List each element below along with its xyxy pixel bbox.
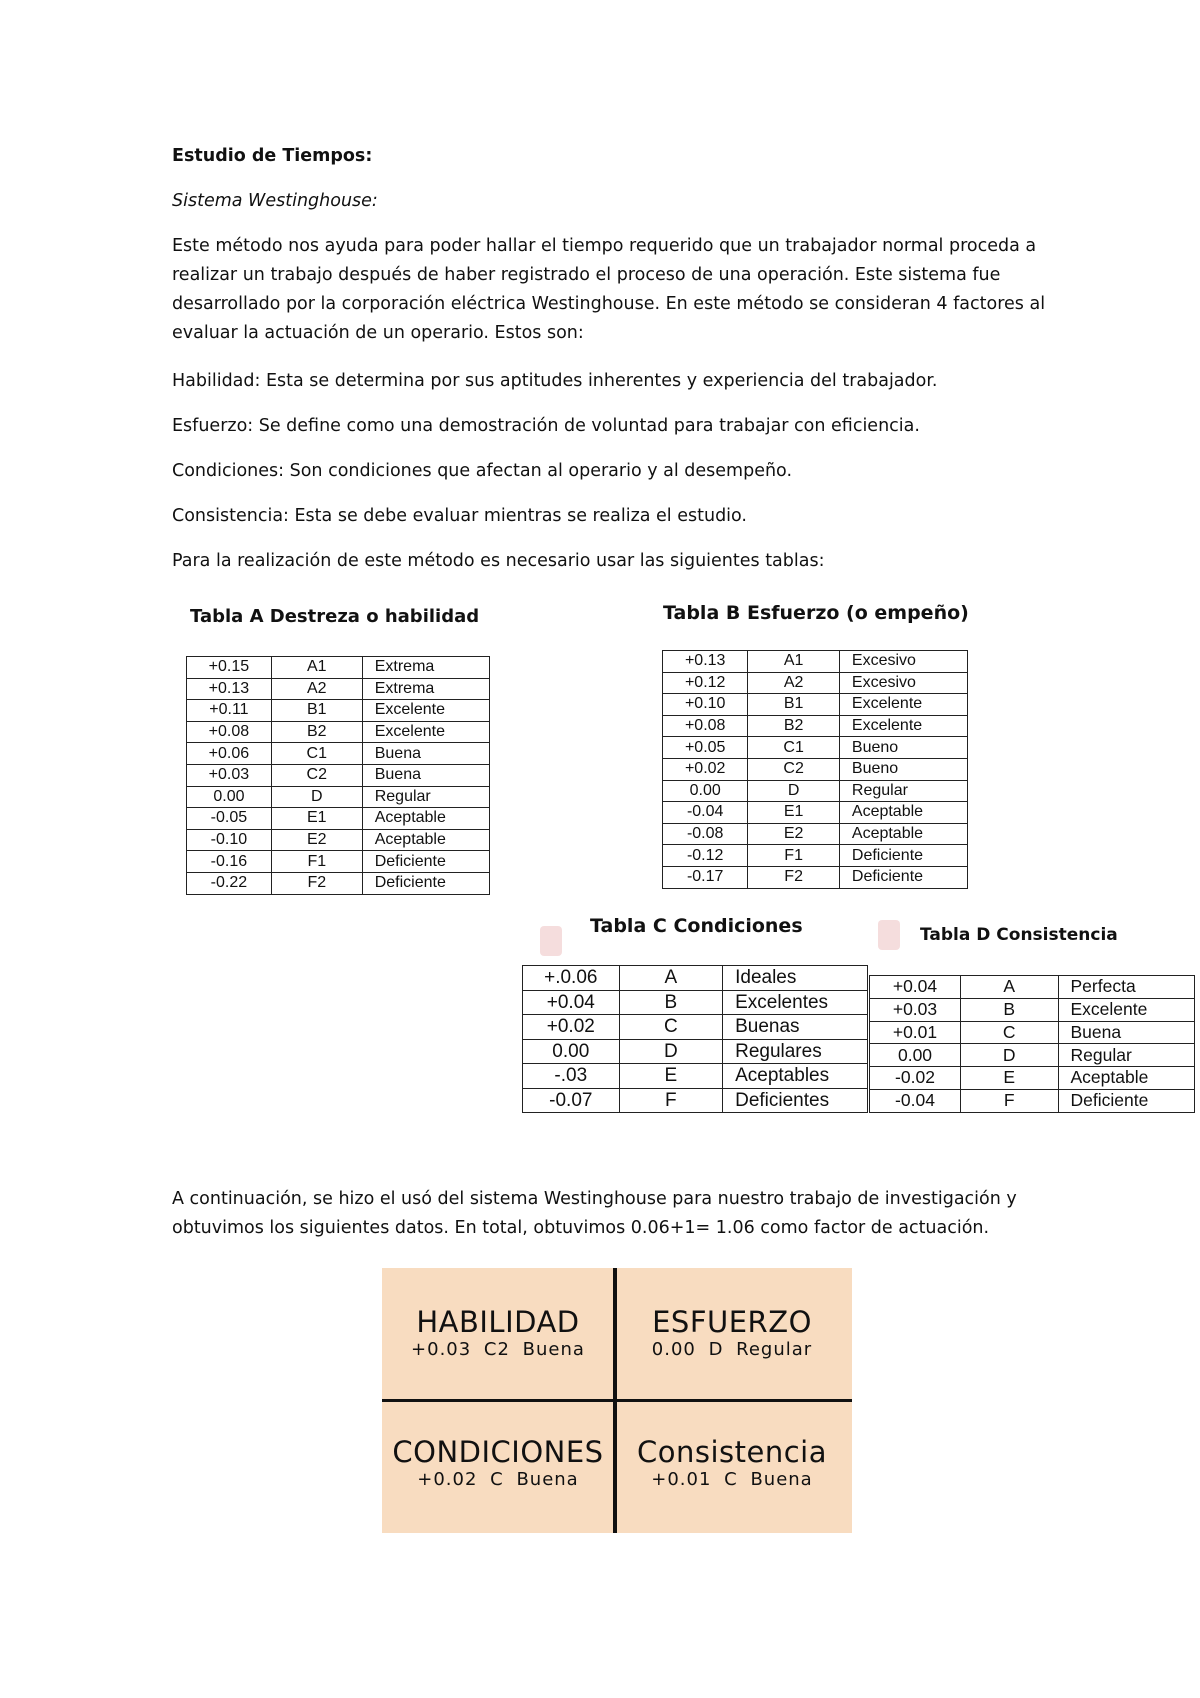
table-d-row bbox=[870, 1021, 1195, 1044]
rating-label: Excesivo bbox=[839, 651, 967, 673]
intro-paragraph: Este método nos ayuda para poder hallar el tiempo requerido que un trabajador normal proceda a realizar un trabajo después de haber registrado el proceso de una operación. Este sistema fue desarrollado por la corporación eléctrica Westinghouse. En este método se consideran 4 factores al evaluar la actuación de un operario. Estos son: bbox=[172, 236, 1046, 343]
rating-code: B2 bbox=[748, 715, 840, 737]
rating-code: D bbox=[271, 786, 362, 808]
rating-label: Ideales bbox=[723, 966, 868, 991]
rating-code: C2 bbox=[271, 764, 362, 786]
rating-code: C2 bbox=[748, 758, 840, 780]
factor-consistencia: Consistencia: Esta se debe evaluar mientras se realiza el estudio. bbox=[172, 506, 747, 526]
rating-label: Deficiente bbox=[362, 872, 489, 894]
table-b-caption: Tabla B Esfuerzo (o empeño) bbox=[663, 602, 969, 624]
rating-code: D bbox=[748, 780, 840, 802]
table-b-row bbox=[663, 758, 968, 780]
table-a-row bbox=[187, 721, 490, 743]
rating-value: +0.08 bbox=[663, 715, 748, 737]
rating-code: F2 bbox=[748, 866, 840, 888]
rating-code: C bbox=[961, 1021, 1059, 1044]
table-d-row bbox=[870, 1044, 1195, 1067]
summary-habilidad-label: HABILIDAD bbox=[416, 1305, 580, 1339]
rating-code: C1 bbox=[748, 737, 840, 759]
rating-value: -0.07 bbox=[523, 1088, 620, 1113]
rating-label: Aceptable bbox=[839, 802, 967, 824]
rating-value: -.03 bbox=[523, 1064, 620, 1089]
rating-label: Buena bbox=[362, 764, 489, 786]
rating-code: B2 bbox=[271, 721, 362, 743]
faded-logo-icon bbox=[878, 920, 900, 950]
rating-code: A bbox=[961, 976, 1059, 999]
rating-value: 0.00 bbox=[663, 780, 748, 802]
rating-label: Regular bbox=[839, 780, 967, 802]
tables-intro: Para la realización de este método es necesario usar las siguientes tablas: bbox=[172, 551, 825, 571]
faded-logo-icon bbox=[540, 926, 562, 956]
table-d bbox=[869, 975, 1195, 1113]
rating-value: +.0.06 bbox=[523, 966, 620, 991]
rating-value: 0.00 bbox=[187, 786, 272, 808]
table-d-row bbox=[870, 1089, 1195, 1112]
rating-label: Buena bbox=[1058, 1021, 1195, 1044]
rating-code: C bbox=[619, 1015, 723, 1040]
rating-value: +0.02 bbox=[663, 758, 748, 780]
rating-value: +0.06 bbox=[187, 743, 272, 765]
rating-value: +0.08 bbox=[187, 721, 272, 743]
rating-label: Aceptable bbox=[362, 829, 489, 851]
rating-value: -0.04 bbox=[870, 1089, 961, 1112]
rating-code: B1 bbox=[271, 700, 362, 722]
rating-value: -0.17 bbox=[663, 866, 748, 888]
rating-label: Bueno bbox=[839, 758, 967, 780]
table-a-row bbox=[187, 808, 490, 830]
table-c bbox=[522, 965, 868, 1113]
rating-value: -0.16 bbox=[187, 851, 272, 873]
rating-label: Aceptable bbox=[1058, 1067, 1195, 1090]
rating-code: F1 bbox=[748, 845, 840, 867]
rating-label: Excelente bbox=[362, 721, 489, 743]
rating-label: Regulares bbox=[723, 1039, 868, 1064]
rating-value: +0.11 bbox=[187, 700, 272, 722]
table-b-row bbox=[663, 672, 968, 694]
table-a-row bbox=[187, 872, 490, 894]
table-c-row bbox=[523, 1015, 868, 1040]
rating-value: 0.00 bbox=[523, 1039, 620, 1064]
rating-value: -0.22 bbox=[187, 872, 272, 894]
rating-code: F1 bbox=[271, 851, 362, 873]
rating-code: A2 bbox=[748, 672, 840, 694]
table-c-caption: Tabla C Condiciones bbox=[590, 915, 803, 937]
rating-label: Excelente bbox=[839, 715, 967, 737]
rating-code: F2 bbox=[271, 872, 362, 894]
rating-code: E2 bbox=[748, 823, 840, 845]
table-c-row bbox=[523, 1039, 868, 1064]
summary-consistencia bbox=[618, 1435, 846, 1491]
rating-value: +0.03 bbox=[187, 764, 272, 786]
rating-value: -0.04 bbox=[663, 802, 748, 824]
rating-code: A2 bbox=[271, 678, 362, 700]
summary-habilidad-value: +0.03 C2 Buena bbox=[411, 1339, 585, 1360]
factor-esfuerzo: Esfuerzo: Se define como una demostración de voluntad para trabajar con eficiencia. bbox=[172, 416, 920, 436]
rating-value: -0.08 bbox=[663, 823, 748, 845]
rating-value: -0.02 bbox=[870, 1067, 961, 1090]
rating-code: E bbox=[619, 1064, 723, 1089]
rating-label: Regular bbox=[1058, 1044, 1195, 1067]
summary-esfuerzo-value: 0.00 D Regular bbox=[651, 1339, 813, 1360]
rating-code: E2 bbox=[271, 829, 362, 851]
table-a-row bbox=[187, 851, 490, 873]
table-c-row bbox=[523, 966, 868, 991]
rating-value: -0.05 bbox=[187, 808, 272, 830]
table-b bbox=[662, 650, 968, 889]
rating-label: Aceptable bbox=[362, 808, 489, 830]
rating-value: +0.10 bbox=[663, 694, 748, 716]
table-c-row bbox=[523, 990, 868, 1015]
rating-label: Excelentes bbox=[723, 990, 868, 1015]
factor-habilidad: Habilidad: Esta se determina por sus aptitudes inherentes y experiencia del trabajador. bbox=[172, 371, 938, 391]
rating-value: +0.05 bbox=[663, 737, 748, 759]
rating-label: Deficiente bbox=[839, 866, 967, 888]
rating-label: Extrema bbox=[362, 657, 489, 679]
rating-value: +0.13 bbox=[187, 678, 272, 700]
rating-code: E1 bbox=[271, 808, 362, 830]
conclusion-paragraph: A continuación, se hizo el usó del sistema Westinghouse para nuestro trabajo de investigación y obtuvimos los siguientes datos. En total, obtuvimos 0.06+1= 1.06 como factor de actuación. bbox=[172, 1189, 1017, 1238]
summary-esfuerzo bbox=[618, 1305, 846, 1361]
summary-consistencia-value: +0.01 C Buena bbox=[651, 1469, 813, 1490]
rating-code: A1 bbox=[271, 657, 362, 679]
table-d-row bbox=[870, 998, 1195, 1021]
rating-label: Deficientes bbox=[723, 1088, 868, 1113]
rating-value: +0.15 bbox=[187, 657, 272, 679]
rating-code: B bbox=[619, 990, 723, 1015]
rating-label: Aceptable bbox=[839, 823, 967, 845]
rating-value: +0.03 bbox=[870, 998, 961, 1021]
table-b-row bbox=[663, 651, 968, 673]
rating-label: Extrema bbox=[362, 678, 489, 700]
summary-condiciones-label: CONDICIONES bbox=[392, 1435, 604, 1469]
rating-code: C1 bbox=[271, 743, 362, 765]
factor-condiciones: Condiciones: Son condiciones que afectan al operario y al desempeño. bbox=[172, 461, 793, 481]
table-b-row bbox=[663, 845, 968, 867]
table-b-row bbox=[663, 694, 968, 716]
table-b-row bbox=[663, 866, 968, 888]
table-a-row bbox=[187, 786, 490, 808]
rating-label: Bueno bbox=[839, 737, 967, 759]
rating-value: +0.04 bbox=[870, 976, 961, 999]
table-a bbox=[186, 656, 490, 895]
rating-label: Excelente bbox=[362, 700, 489, 722]
summary-condiciones bbox=[384, 1435, 612, 1491]
rating-label: Aceptables bbox=[723, 1064, 868, 1089]
table-d-row bbox=[870, 1067, 1195, 1090]
rating-label: Regular bbox=[362, 786, 489, 808]
rating-value: +0.01 bbox=[870, 1021, 961, 1044]
divider-horizontal bbox=[382, 1399, 852, 1402]
rating-value: -0.12 bbox=[663, 845, 748, 867]
rating-code: E bbox=[961, 1067, 1059, 1090]
table-c-row bbox=[523, 1088, 868, 1113]
rating-value: +0.13 bbox=[663, 651, 748, 673]
rating-label: Excesivo bbox=[839, 672, 967, 694]
rating-code: D bbox=[619, 1039, 723, 1064]
table-b-row bbox=[663, 823, 968, 845]
table-a-row bbox=[187, 678, 490, 700]
rating-value: -0.10 bbox=[187, 829, 272, 851]
rating-code: D bbox=[961, 1044, 1059, 1067]
rating-code: B bbox=[961, 998, 1059, 1021]
summary-esfuerzo-label: ESFUERZO bbox=[652, 1305, 812, 1339]
rating-label: Buenas bbox=[723, 1015, 868, 1040]
rating-code: F bbox=[619, 1088, 723, 1113]
rating-label: Buena bbox=[362, 743, 489, 765]
table-b-row bbox=[663, 737, 968, 759]
rating-code: A1 bbox=[748, 651, 840, 673]
rating-label: Deficiente bbox=[839, 845, 967, 867]
summary-consistencia-label: Consistencia bbox=[636, 1435, 827, 1469]
document-heading: Estudio de Tiempos: bbox=[172, 146, 373, 166]
rating-label: Perfecta bbox=[1058, 976, 1195, 999]
summary-condiciones-value: +0.02 C Buena bbox=[417, 1469, 579, 1490]
table-a-row bbox=[187, 829, 490, 851]
table-b-row bbox=[663, 715, 968, 737]
summary-grid bbox=[382, 1268, 852, 1533]
rating-label: Excelente bbox=[1058, 998, 1195, 1021]
rating-value: 0.00 bbox=[870, 1044, 961, 1067]
table-a-caption: Tabla A Destreza o habilidad bbox=[190, 606, 480, 627]
rating-label: Deficiente bbox=[1058, 1089, 1195, 1112]
table-a-row bbox=[187, 657, 490, 679]
table-c-row bbox=[523, 1064, 868, 1089]
summary-habilidad bbox=[384, 1305, 612, 1361]
table-d-row bbox=[870, 976, 1195, 999]
table-b-row bbox=[663, 780, 968, 802]
table-a-row bbox=[187, 700, 490, 722]
table-b-row bbox=[663, 802, 968, 824]
table-a-row bbox=[187, 743, 490, 765]
rating-label: Deficiente bbox=[362, 851, 489, 873]
document-subheading: Sistema Westinghouse: bbox=[172, 191, 378, 211]
rating-code: B1 bbox=[748, 694, 840, 716]
table-d-caption: Tabla D Consistencia bbox=[920, 925, 1118, 945]
rating-label: Excelente bbox=[839, 694, 967, 716]
rating-value: +0.12 bbox=[663, 672, 748, 694]
table-a-row bbox=[187, 764, 490, 786]
rating-code: E1 bbox=[748, 802, 840, 824]
rating-value: +0.02 bbox=[523, 1015, 620, 1040]
rating-value: +0.04 bbox=[523, 990, 620, 1015]
rating-code: A bbox=[619, 966, 723, 991]
rating-code: F bbox=[961, 1089, 1059, 1112]
